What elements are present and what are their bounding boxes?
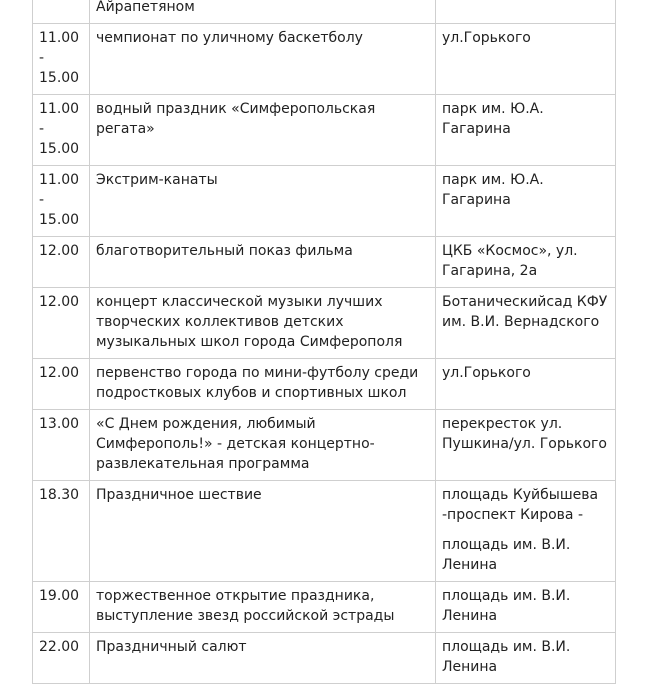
place-cell: ул.Горького bbox=[436, 24, 616, 95]
place-cell: парк им. Ю.А. Гагарина bbox=[436, 166, 616, 237]
event-cell: Праздничное шествие bbox=[90, 481, 436, 582]
place-cell: площадь им. В.И. Ленина bbox=[436, 633, 616, 684]
time-cell: 12.00 bbox=[33, 288, 90, 359]
time-cell: 22.00 bbox=[33, 633, 90, 684]
table-row bbox=[33, 237, 616, 288]
time-cell: 11.00 - 15.00 bbox=[33, 166, 90, 237]
table-row bbox=[33, 166, 616, 237]
time-cell: 11.00 - 15.00 bbox=[33, 95, 90, 166]
place-cell: площадь им. В.И. Ленина bbox=[436, 582, 616, 633]
table-row bbox=[33, 0, 616, 24]
place-cell: парк им. Ю.А. Гагарина bbox=[436, 95, 616, 166]
event-cell: Экстрим-канаты bbox=[90, 166, 436, 237]
time-cell: 11.00 - 15.00 bbox=[33, 24, 90, 95]
place-cell: Ботаническийсад КФУ им. В.И. Вернадского bbox=[436, 288, 616, 359]
place-cell: ул.Горького bbox=[436, 359, 616, 410]
table-row bbox=[33, 24, 616, 95]
time-cell: 12.00 bbox=[33, 237, 90, 288]
event-cell: Праздничный салют bbox=[90, 633, 436, 684]
place-text: площадь Куйбышева -проспект Кирова - bbox=[442, 487, 599, 523]
place-cell bbox=[436, 481, 616, 582]
event-cell: «С Днем рождения, любимый Симферополь!» - детская концертно-развлекательная программа bbox=[90, 410, 436, 481]
time-cell: 12.00 bbox=[33, 359, 90, 410]
event-cell: чемпионат по уличному баскетболу bbox=[90, 24, 436, 95]
table-row bbox=[33, 582, 616, 633]
place-text-extra: площадь им. В.И. Ленина bbox=[442, 537, 571, 573]
table-row bbox=[33, 95, 616, 166]
event-cell: первенство города по мини-футболу среди подростковых клубов и спортивных школ bbox=[90, 359, 436, 410]
table-row bbox=[33, 633, 616, 684]
time-cell bbox=[33, 0, 90, 24]
event-cell: Айрапетяном bbox=[90, 0, 436, 24]
place-cell: перекресток ул. Пушкина/ул. Горького bbox=[436, 410, 616, 481]
event-cell: водный праздник «Симферопольская регата» bbox=[90, 95, 436, 166]
table-row bbox=[33, 359, 616, 410]
table-row bbox=[33, 288, 616, 359]
time-cell: 13.00 bbox=[33, 410, 90, 481]
place-cell bbox=[436, 0, 616, 24]
table-row bbox=[33, 481, 616, 582]
event-cell: концерт классической музыки лучших творческих коллективов детских музыкальных школ города Симферополя bbox=[90, 288, 436, 359]
schedule-table bbox=[32, 0, 616, 684]
event-cell: благотворительный показ фильма bbox=[90, 237, 436, 288]
time-cell: 19.00 bbox=[33, 582, 90, 633]
time-cell: 18.30 bbox=[33, 481, 90, 582]
table-row bbox=[33, 410, 616, 481]
place-cell: ЦКБ «Космос», ул. Гагарина, 2а bbox=[436, 237, 616, 288]
event-cell: торжественное открытие праздника, выступление звезд российской эстрады bbox=[90, 582, 436, 633]
